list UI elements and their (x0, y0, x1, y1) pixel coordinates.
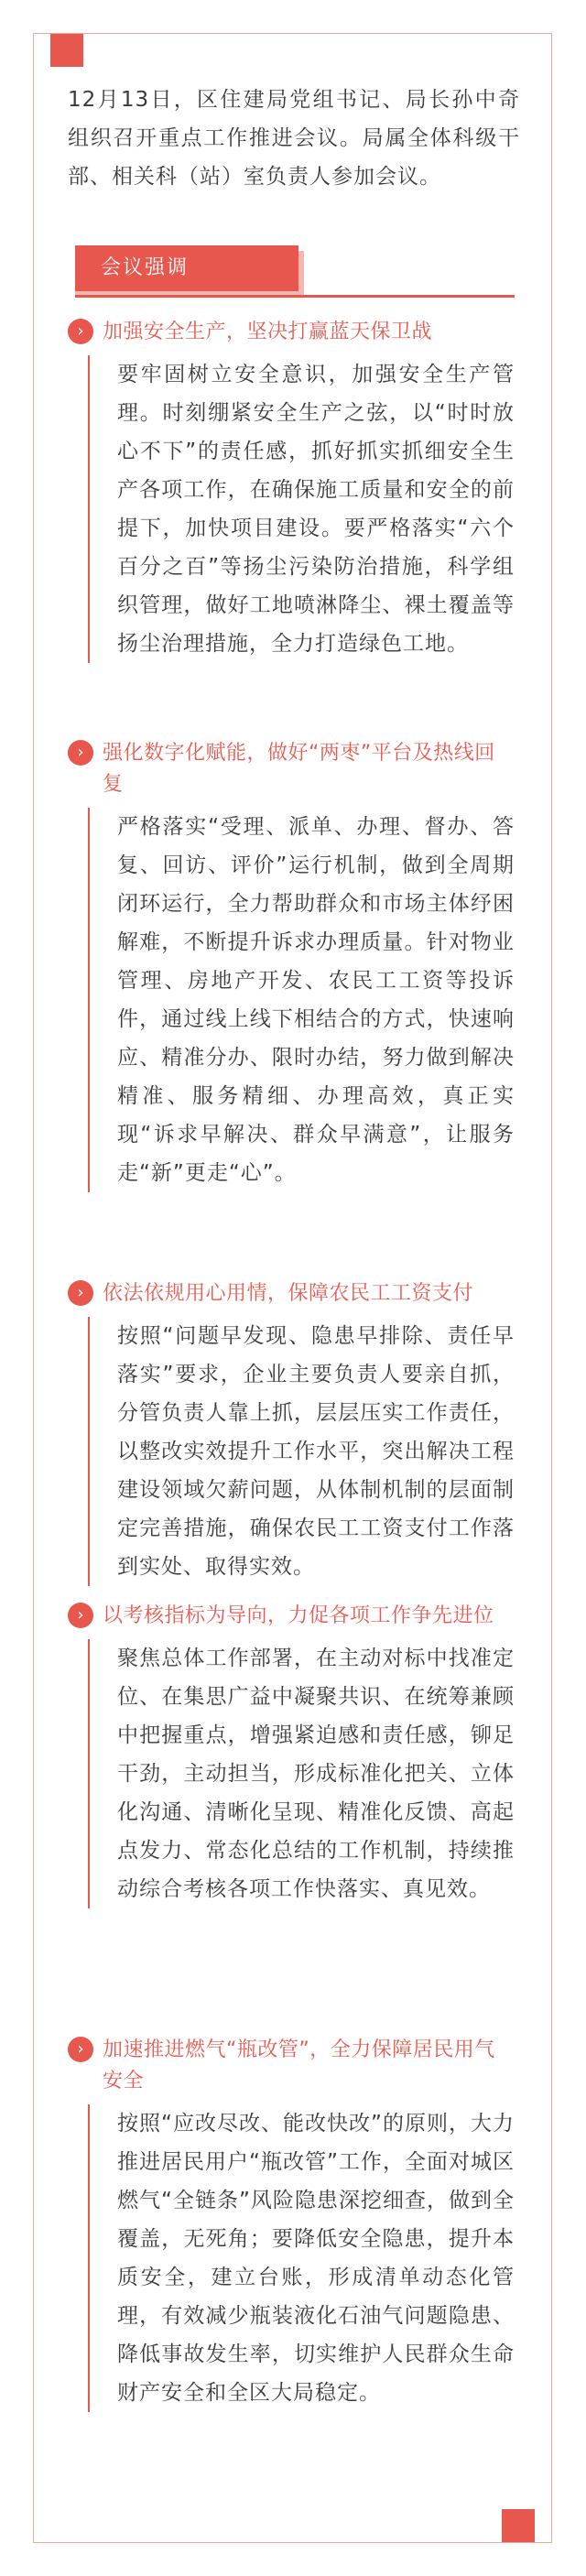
section-assessment (75, 1601, 515, 1908)
section-header (75, 1278, 515, 1310)
section-gas (75, 2035, 515, 2412)
section-badge (75, 245, 515, 300)
section-body: 聚焦总体工作部署，在主动对标中找准定位、在集思广益中凝聚共识、在统筹兼顾中把握重点，增强紧迫感和责任感，铆足干劲，主动担当，形成标准化把关、立体化沟通、清晰化呈现、精准化反馈、高起点发力、常态化总结的工作机制，持续推动综合考核各项工作快落实、真见效。 (88, 1639, 515, 1908)
section-title: 加速推进燃气“瓶改管”，全力保障居民用气安全 (103, 2038, 495, 2092)
section-header (75, 2035, 515, 2097)
section-header (75, 317, 515, 348)
intro-paragraph: 12月13日，区住建局党组书记、局长孙中奇组织召开重点工作推进会议。局属全体科级干部、相关科（站）室负责人参加会议。 (68, 88, 520, 189)
badge-underline (75, 295, 515, 298)
section-body: 严格落实“受理、派单、办理、督办、答复、回访、评价”运行机制，做到全周期闭环运行，全力帮助群众和市场主体纾困解难，不断提升诉求办理质量。针对物业管理、房地产开发、农民工工资等投诉件，通过线上线下相结合的方式，快速响应、精准分办、限时办结，努力做到解决精准、服务精细、办理高效，真正实现“诉求早解决、群众早满意”，让服务走“新”更走“心”。 (88, 808, 515, 1192)
chevron-right-icon: › (68, 740, 93, 766)
badge-label: 会议强调 (75, 245, 298, 291)
section-header (75, 738, 515, 800)
section-digital (75, 738, 515, 1192)
decorative-corner-bottom (502, 2509, 535, 2542)
section-body: 要牢固树立安全意识，加强安全生产管理。时刻绷紧安全生产之弦，以“时时放心不下”的责任感，抓好抓实抓细安全生产各项工作，在确保施工质量和安全的前提下，加快项目建设。要严格落实“六个百分之百”等扬尘污染防治措施，科学组织管理，做好工地喷淋降尘、裸土覆盖等扬尘治理措施，全力打造绿色工地。 (88, 355, 515, 663)
chevron-right-icon: › (68, 319, 93, 344)
section-body: 按照“应改尽改、能改快改”的原则，大力推进居民用户“瓶改管”工作，全面对城区燃气“全链条”风险隐患深挖细查，做到全覆盖，无死角；要降低安全隐患，提升本质安全，建立台账，形成清单动态化管理，有效减少瓶装液化石油气问题隐患、降低事故发生率，切实维护人民群众生命财产安全和全区大局稳定。 (88, 2104, 515, 2412)
section-title: 依法依规用心用情，保障农民工工资支付 (103, 1282, 474, 1305)
decorative-corner-top (50, 34, 83, 67)
section-header (75, 1601, 515, 1632)
section-title: 以考核指标为导向，力促各项工作争先进位 (103, 1604, 494, 1627)
chevron-right-icon: › (68, 1280, 93, 1306)
section-safety (75, 317, 515, 663)
section-title: 强化数字化赋能，做好“两枣”平台及热线回复 (103, 742, 495, 796)
section-title: 加强安全生产，坚决打赢蓝天保卫战 (103, 321, 433, 343)
chevron-right-icon: › (68, 1603, 93, 1628)
section-wages (75, 1278, 515, 1586)
section-body: 按照“问题早发现、隐患早排除、责任早落实”要求，企业主要负责人要亲自抓，分管负责人靠上抓，层层压实工作责任，以整改实效提升工作水平，突出解决工程建设领域欠薪问题，从体制机制的层面制定完善措施，确保农民工工资支付工作落到实处、取得实效。 (88, 1317, 515, 1586)
chevron-right-icon: › (68, 2037, 93, 2062)
